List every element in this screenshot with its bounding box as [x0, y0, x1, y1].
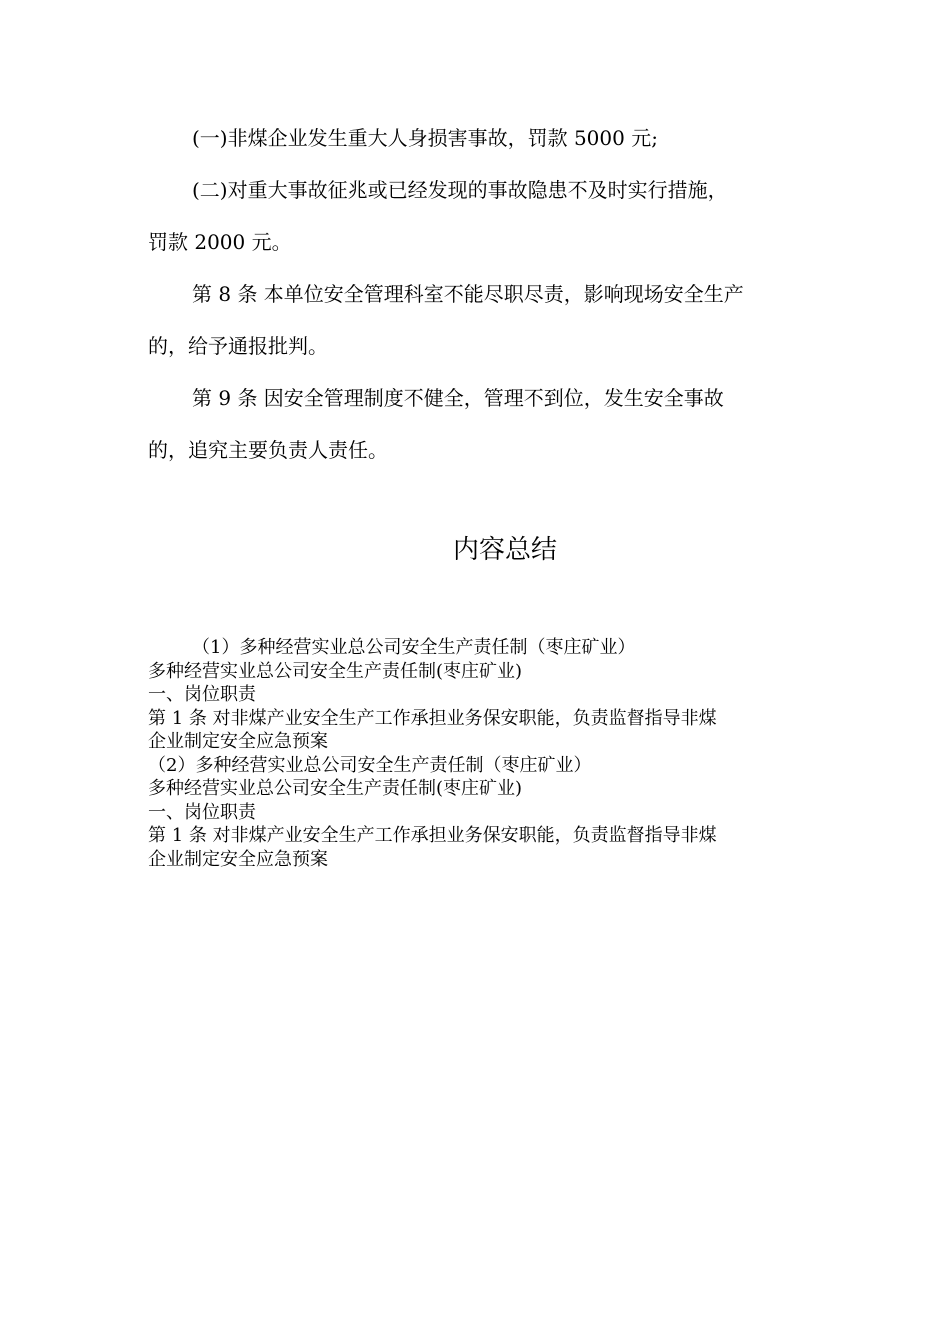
- summary-item-2-section: 一、岗位职责: [148, 801, 256, 823]
- summary-item-2-article-line-1: 第 1 条 对非煤产业安全生产工作承担业务保安职能，负责监督指导非煤: [148, 825, 717, 846]
- summary-item-2-heading: （2）多种经营实业总公司安全生产责任制（枣庄矿业）: [148, 754, 592, 776]
- summary-item-1-article-line-2: 企业制定安全应急预案: [148, 731, 328, 752]
- summary-item-2-subtitle: 多种经营实业总公司安全生产责任制(枣庄矿业): [148, 778, 523, 799]
- paragraph-article-8-line-2: 的，给予通报批判。: [148, 334, 328, 358]
- paragraph-article-8-line-1: 第 8 条 本单位安全管理科室不能尽职尽责，影响现场安全生产: [192, 282, 744, 306]
- summary-title: 内容总结: [452, 535, 557, 565]
- summary-item-1-section: 一、岗位职责: [148, 684, 256, 705]
- summary-item-1-subtitle: 多种经营实业总公司安全生产责任制(枣庄矿业): [148, 660, 523, 682]
- summary-section: [148, 636, 808, 871]
- summary-item-1-article-line-1: 第 1 条 对非煤产业安全生产工作承担业务保安职能，负责监督指导非煤: [148, 707, 717, 729]
- body-text: [148, 112, 808, 476]
- summary-item-1-heading: （1）多种经营实业总公司安全生产责任制（枣庄矿业）: [192, 637, 636, 658]
- paragraph-penalty-2-line-2: 罚款 2000 元。: [148, 230, 292, 254]
- paragraph-article-9-line-2: 的，追究主要负责人责任。: [148, 438, 388, 462]
- paragraph-penalty-2-line-1: (二)对重大事故征兆或已经发现的事故隐患不及时实行措施，: [192, 178, 728, 202]
- paragraph-article-9-line-1: 第 9 条 因安全管理制度不健全，管理不到位，发生安全事故: [192, 386, 724, 410]
- paragraph-penalty-1: (一)非煤企业发生重大人身损害事故，罚款 5000 元;: [192, 126, 658, 150]
- summary-item-2-article-line-2: 企业制定安全应急预案: [148, 848, 328, 870]
